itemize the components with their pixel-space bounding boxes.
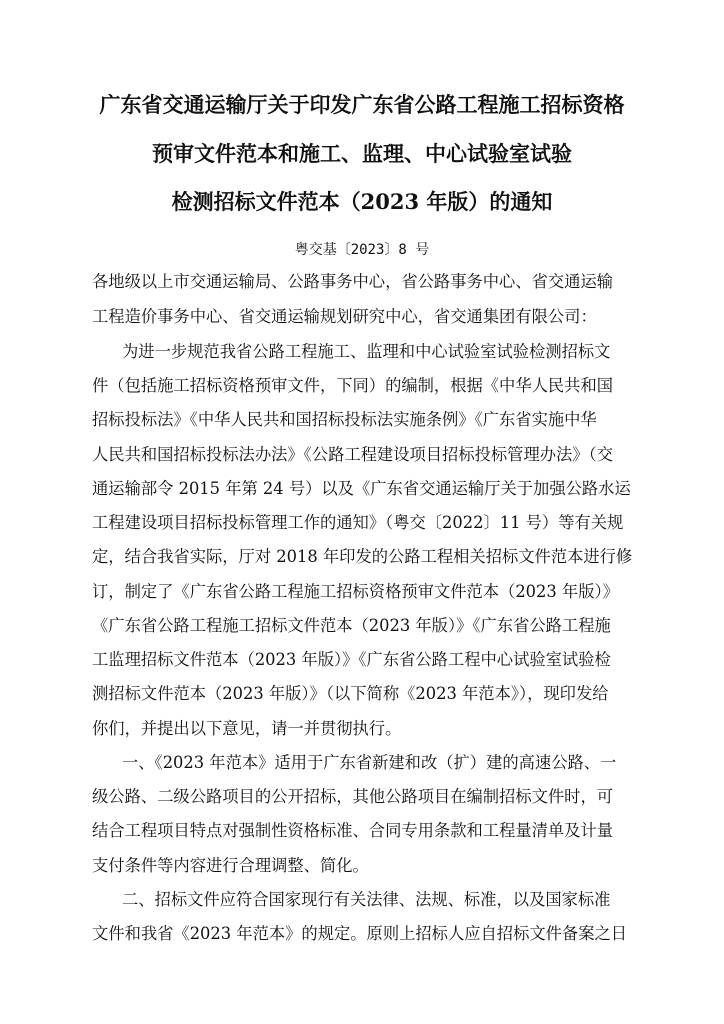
body-text-line: 一、《2023 年范本》适用于广东省新建和改（扩）建的高速公路、一	[122, 753, 617, 772]
body-text-line: 工程建设项目招标投标管理工作的通知》（粤交〔2022〕11 号）等有关规	[92, 513, 624, 532]
body-text-line: 招标投标法》《中华人民共和国招标投标法实施条例》《广东省实施中华	[92, 410, 597, 429]
body-text-line: 文件和我省《2023 年范本》的规定。原则上招标人应自招标文件备案之日	[92, 924, 628, 943]
body-text-line: 二、招标文件应符合国家现行有关法律、法规、标准，以及国家标准	[122, 890, 611, 909]
body-text-line: 通运输部令 2015 年第 24 号）以及《广东省交通运输厅关于加强公路水运	[92, 479, 631, 498]
body-text-line: 《广东省公路工程施工招标文件范本（2023 年版）》《广东省公路工程施	[92, 616, 611, 635]
body-text-line: 人民共和国招标投标法办法》《公路工程建设项目招标投标管理办法》（交	[92, 445, 613, 464]
document-number: 粤交基〔2023〕8 号	[294, 242, 430, 258]
body-text-line: 结合工程项目特点对强制性资格标准、合同专用条款和工程量清单及计量	[92, 821, 614, 840]
addressee-line: 各地级以上市交通运输局、公路事务中心，省公路事务中心、省交通运输	[92, 272, 614, 291]
body-text-line: 你们，并提出以下意见，请一并贯彻执行。	[92, 719, 402, 738]
body-text-line: 测招标文件范本（2023 年版）》（以下简称《2023 年范本》），现印发给	[92, 684, 609, 703]
document-title-line-3: 检测招标文件范本（2023 年版）的通知	[171, 189, 553, 214]
body-text-line: 级公路、二级公路项目的公开招标，其他公路项目在编制招标文件时，可	[92, 787, 614, 806]
body-text-line: 订，制定了《广东省公路工程施工招标资格预审文件范本（2023 年版）》	[92, 582, 619, 601]
body-text-line: 为进一步规范我省公路工程施工、监理和中心试验室试验检测招标文	[122, 342, 611, 361]
body-text-line: 工监理招标文件范本（2023 年版）》《广东省公路工程中心试验室试验检	[92, 650, 611, 669]
body-text-line: 定，结合我省实际，厅对 2018 年印发的公路工程相关招标文件范本进行修	[92, 547, 633, 566]
document-title-line-2: 预审文件范本和施工、监理、中心试验室试验	[152, 141, 572, 166]
body-text-line: 件（包括施工招标资格预审文件，下同）的编制，根据《中华人民共和国	[92, 376, 614, 395]
body-text-line: 支付条件等内容进行合理调整、简化。	[92, 856, 369, 875]
addressee-line: 工程造价事务中心、省交通运输规划研究中心，省交通集团有限公司：	[92, 307, 597, 326]
document-title-line-1: 广东省交通运输厅关于印发广东省公路工程施工招标资格	[99, 92, 625, 117]
